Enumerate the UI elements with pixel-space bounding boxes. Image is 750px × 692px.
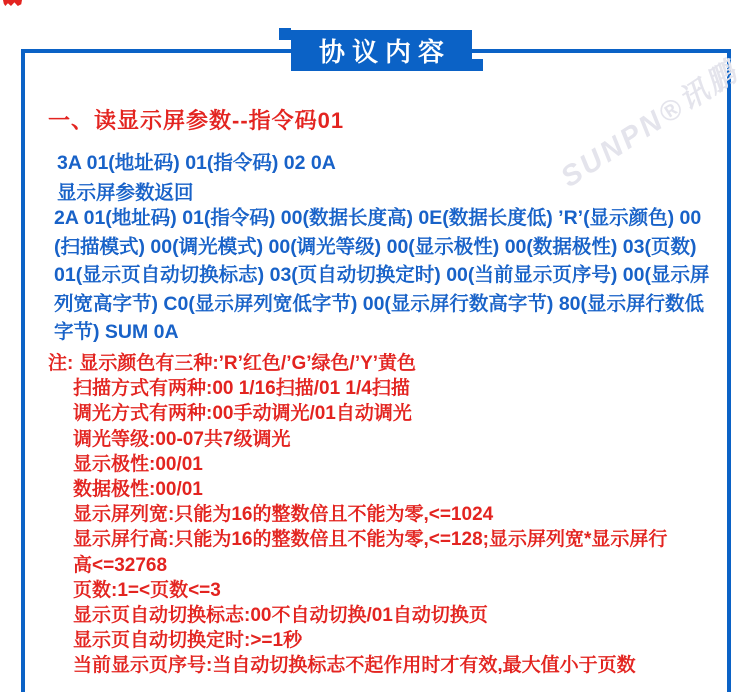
section-header-label: 协议内容	[318, 37, 451, 67]
note-line: 数据极性:00/01	[73, 478, 203, 500]
response-label: 显示屏参数返回	[57, 182, 194, 204]
note-label: 注:	[48, 353, 74, 374]
response-paragraph	[54, 204, 722, 347]
note-line: 扫描方式有两种:00 1/16扫描/01 1/4扫描	[73, 378, 410, 400]
note-line: 显示屏列宽:只能为16的整数倍且不能为零,<=1024	[73, 504, 494, 526]
note-line: 高<=32768	[73, 554, 168, 576]
note-line: 调光等级:00-07共7级调光	[73, 428, 291, 450]
corner-red-mark	[3, 0, 22, 6]
note-line: 页数:1=<页数<=3	[73, 579, 221, 601]
note-line: 当前显示页序号:当自动切换标志不起作用时才有效,最大值小于页数	[73, 655, 636, 677]
response-line: (扫描模式) 00(调光模式) 00(调光等级) 00(显示极性) 00(数据极性) 03(页数)	[54, 235, 697, 258]
response-line: 01(显示页自动切换标志) 03(页自动切换定时) 00(当前显示页序号) 00(显示屏	[54, 264, 710, 286]
note-line: 显示屏行高:只能为16的整数倍且不能为零,<=128;显示屏列宽*显示屏行	[73, 529, 668, 551]
response-line: 列宽高字节) C0(显示屏列宽低字节) 00(显示屏行数高字节) 80(显示屏行数低	[54, 292, 705, 315]
note-text: 显示颜色有三种:’R’红色/’G’绿色/’Y’黄色	[79, 353, 417, 374]
tab-corner-square-bottom-right	[471, 59, 483, 71]
note-line: 显示极性:00/01	[73, 453, 203, 475]
response-line: 字节) SUM 0A	[54, 321, 179, 343]
note-line: 显示页自动切换定时:>=1秒	[73, 630, 303, 652]
note-line: 显示页自动切换标志:00不自动切换/01自动切换页	[73, 604, 488, 626]
note-line: 调光方式有两种:00手动调光/01自动调光	[73, 403, 412, 425]
tab-corner-square-top-left	[279, 28, 291, 40]
command-byte-line: 3A 01(地址码) 01(指令码) 02 0A	[57, 152, 336, 174]
section-header-tab	[291, 30, 472, 71]
notes-block	[48, 351, 724, 678]
note-line	[48, 351, 724, 376]
section-title: 一、读显示屏参数--指令码01	[48, 108, 345, 133]
response-line: 2A 01(地址码) 01(指令码) 00(数据长度高) 0E(数据长度低) ’R’(显示颜色) 00	[54, 207, 702, 229]
brand-watermark: SUNPN®讯鹏	[555, 55, 745, 194]
